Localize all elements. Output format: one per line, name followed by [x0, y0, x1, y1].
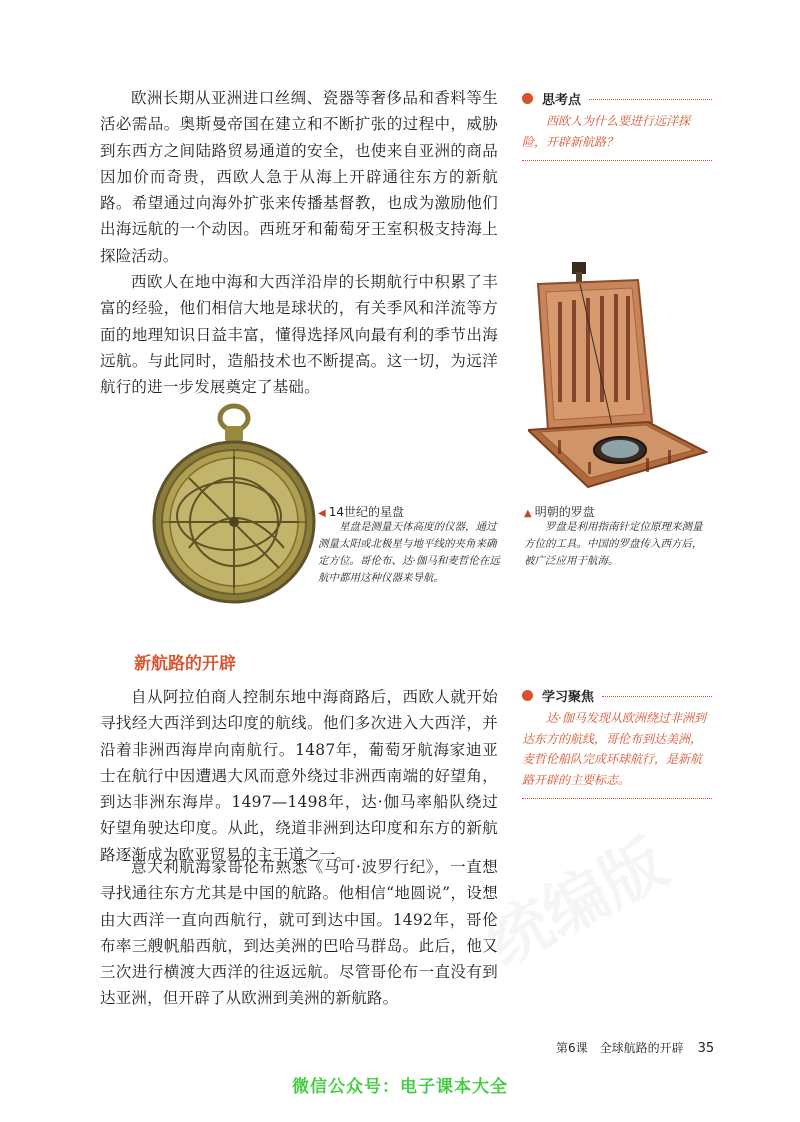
compass-caption-text: 罗盘是利用指南针定位原理来测量方位的工具。中国的罗盘传入西方后，被广泛应用于航海。	[524, 521, 703, 567]
learning-focus-title: 学习聚焦	[542, 689, 595, 705]
think-point-header	[522, 89, 712, 107]
paragraph-1: 欧洲长期从亚洲进口丝绸、瓷器等奢侈品和香料等生活必需品。奥斯曼帝国在建立和不断扩张的过程中，威胁到东西方之间陆路贸易通道的安全，也使来自亚洲的商品因加价而奇贵，西欧人急于从海上开辟通往东方的新航路。希望通过向海外扩张来传播基督教，也成为激励他们出海远航的一个动因。西班牙和葡萄牙王室积极支持海上探险活动。	[100, 89, 498, 265]
learning-focus-text: 达·伽马发现从欧洲绕过非洲到达东方的航线，哥伦布到达美洲，麦哲伦船队完成环球航行，是新航路开辟的主要标志。	[522, 711, 706, 787]
dotted-divider	[522, 160, 712, 161]
watermark: 统编版	[474, 825, 680, 982]
up-triangle-icon: ▲	[524, 508, 532, 519]
astrolabe-image	[149, 398, 319, 608]
compass-caption-title	[524, 503, 595, 520]
page-footer	[556, 1039, 714, 1056]
think-point-box	[522, 89, 712, 161]
dotted-divider	[589, 99, 712, 100]
lesson-title: 第6课 全球航路的开辟	[556, 1041, 684, 1055]
page-number: 35	[697, 1041, 715, 1056]
ming-compass-image	[528, 262, 708, 492]
compass-title-text: 明朝的罗盘	[534, 505, 595, 519]
section-title: 新航路的开辟	[134, 654, 236, 674]
astrolabe-caption-text: 星盘是测量天体高度的仪器，通过测量太阳或北极星与地平线的夹角来确定方位。哥伦布、达·伽马和麦哲伦在远航中都用这种仪器来导航。	[318, 521, 500, 584]
paragraph-2: 西欧人在地中海和大西洋沿岸的长期航行中积累了丰富的经验，他们相信大地是球状的，有关季风和洋流等方面的地理知识日益丰富，懂得选择风向最有利的季节出海远航。与此同时，造船技术也不断提高。这一切，为远洋航行的进一步发展奠定了基础。	[100, 273, 498, 397]
think-point-text: 西欧人为什么要进行远洋探险，开辟新航路？	[522, 114, 691, 149]
bullet-dot-icon	[522, 93, 533, 104]
paragraph-3: 自从阿拉伯商人控制东地中海商路后，西欧人就开始寻找经大西洋到达印度的航线。他们多次进入大西洋，并沿着非洲西海岸向南航行。1487年，葡萄牙航海家迪亚士在航行中因遭遇大风而意外绕过非洲西南端的好望角，到达非洲东海岸。1497—1498年，达·伽马率船队绕过好望角驶达印度。从此，绕道非洲到达印度和东方的新航路逐渐成为欧亚贸易的主干道之一。	[100, 688, 498, 864]
learning-focus-header	[522, 686, 712, 704]
think-point-title: 思考点	[542, 92, 582, 108]
learning-focus-box	[522, 686, 712, 799]
dotted-divider	[522, 798, 712, 799]
paragraph-4: 意大利航海家哥伦布熟悉《马可·波罗行纪》，一直想寻找通往东方尤其是中国的航路。他相信“地圆说”，设想由大西洋一直向西航行，就可到达中国。1492年，哥伦布率三艘帆船西航，到达美洲的巴哈马群岛。此后，他又三次进行横渡大西洋的往返远航。尽管哥伦布一直没有到达亚洲，但开辟了从欧洲到美洲的新航路。	[100, 858, 498, 1008]
astrolabe-title-text: 14世纪的星盘	[328, 505, 404, 519]
astrolabe-caption-title	[318, 503, 404, 520]
bullet-dot-icon	[522, 690, 533, 701]
wechat-banner: 微信公众号：电子课本大全	[292, 1077, 508, 1097]
dotted-divider	[602, 696, 712, 697]
left-triangle-icon: ◀	[318, 508, 326, 519]
